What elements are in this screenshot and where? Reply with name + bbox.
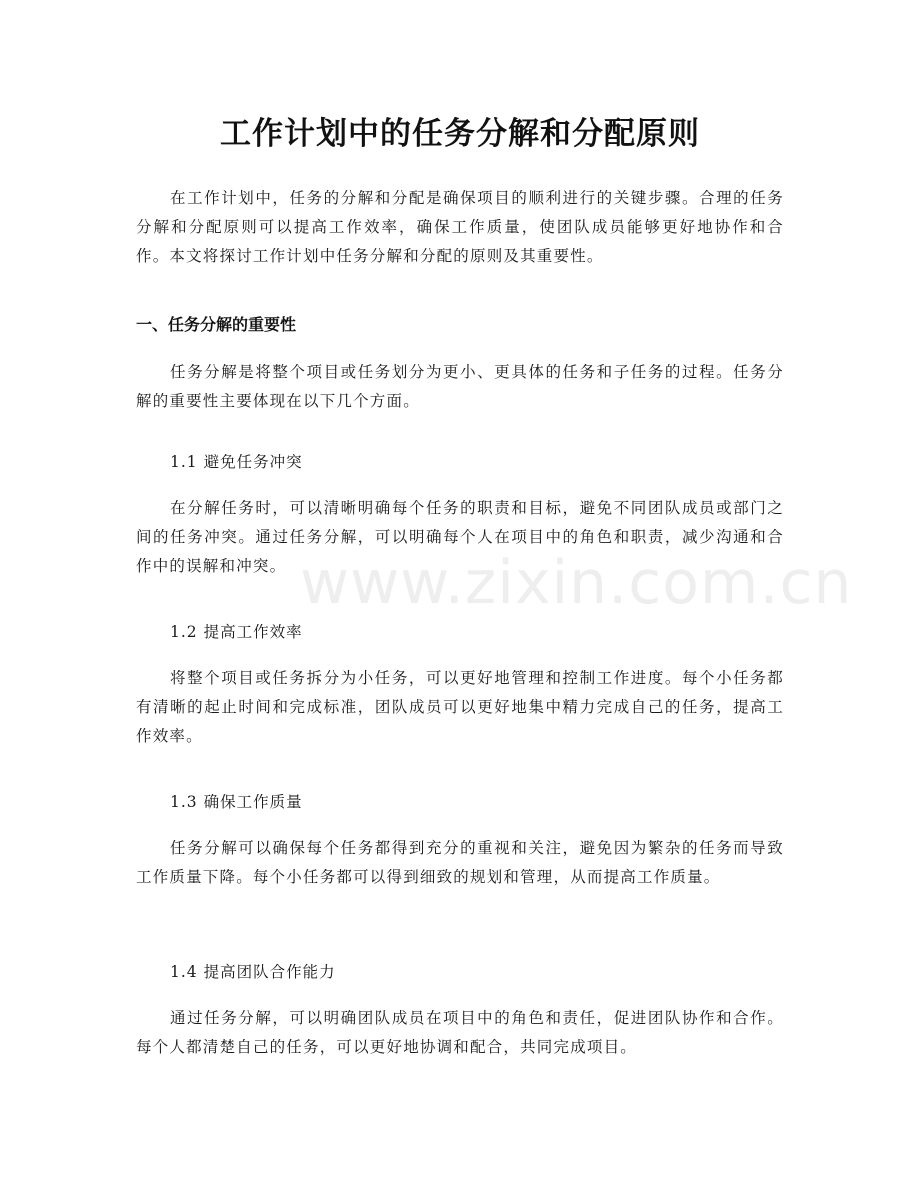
- subsection-heading-1-2: 1.2 提高工作效率: [170, 623, 303, 641]
- watermark: www.zixin.com.cn: [300, 548, 853, 618]
- subsection-paragraph-1-3: 任务分解可以确保每个任务都得到充分的重视和关注，避免因为繁杂的任务而导致工作质量下降。每个小任务都可以得到细致的规划和管理，从而提高工作质量。: [136, 839, 784, 886]
- subsection-heading-1-4: 1.4 提高团队合作能力: [170, 963, 336, 981]
- section-body-paragraph: 任务分解是将整个项目或任务划分为更小、更具体的任务和子任务的过程。任务分解的重要性主要体现在以下几个方面。: [136, 363, 784, 410]
- intro-paragraph: 在工作计划中，任务的分解和分配是确保项目的顺利进行的关键步骤。合理的任务分解和分配原则可以提高工作效率，确保工作质量，使团队成员能够更好地协作和合作。本文将探讨工作计划中任务分解和分配的原则及其重要性。: [136, 189, 784, 265]
- subsection-paragraph-1-1: 在分解任务时，可以清晰明确每个任务的职责和目标，避免不同团队成员或部门之间的任务冲突。通过任务分解，可以明确每个人在项目中的角色和职责，减少沟通和合作中的误解和冲突。: [136, 499, 784, 575]
- subsection-heading-1-3: 1.3 确保工作质量: [170, 793, 303, 811]
- subsection-paragraph-1-4: 通过任务分解，可以明确团队成员在项目中的角色和责任，促进团队协作和合作。每个人都清楚自己的任务，可以更好地协调和配合，共同完成项目。: [136, 1009, 784, 1056]
- subsection-heading-1-1: 1.1 避免任务冲突: [170, 453, 303, 471]
- section-heading: 一、任务分解的重要性: [136, 315, 297, 334]
- document-title: 工作计划中的任务分解和分配原则: [220, 116, 700, 152]
- subsection-paragraph-1-2: 将整个项目或任务拆分为小任务，可以更好地管理和控制工作进度。每个小任务都有清晰的起止时间和完成标准，团队成员可以更好地集中精力完成自己的任务，提高工作效率。: [136, 669, 784, 745]
